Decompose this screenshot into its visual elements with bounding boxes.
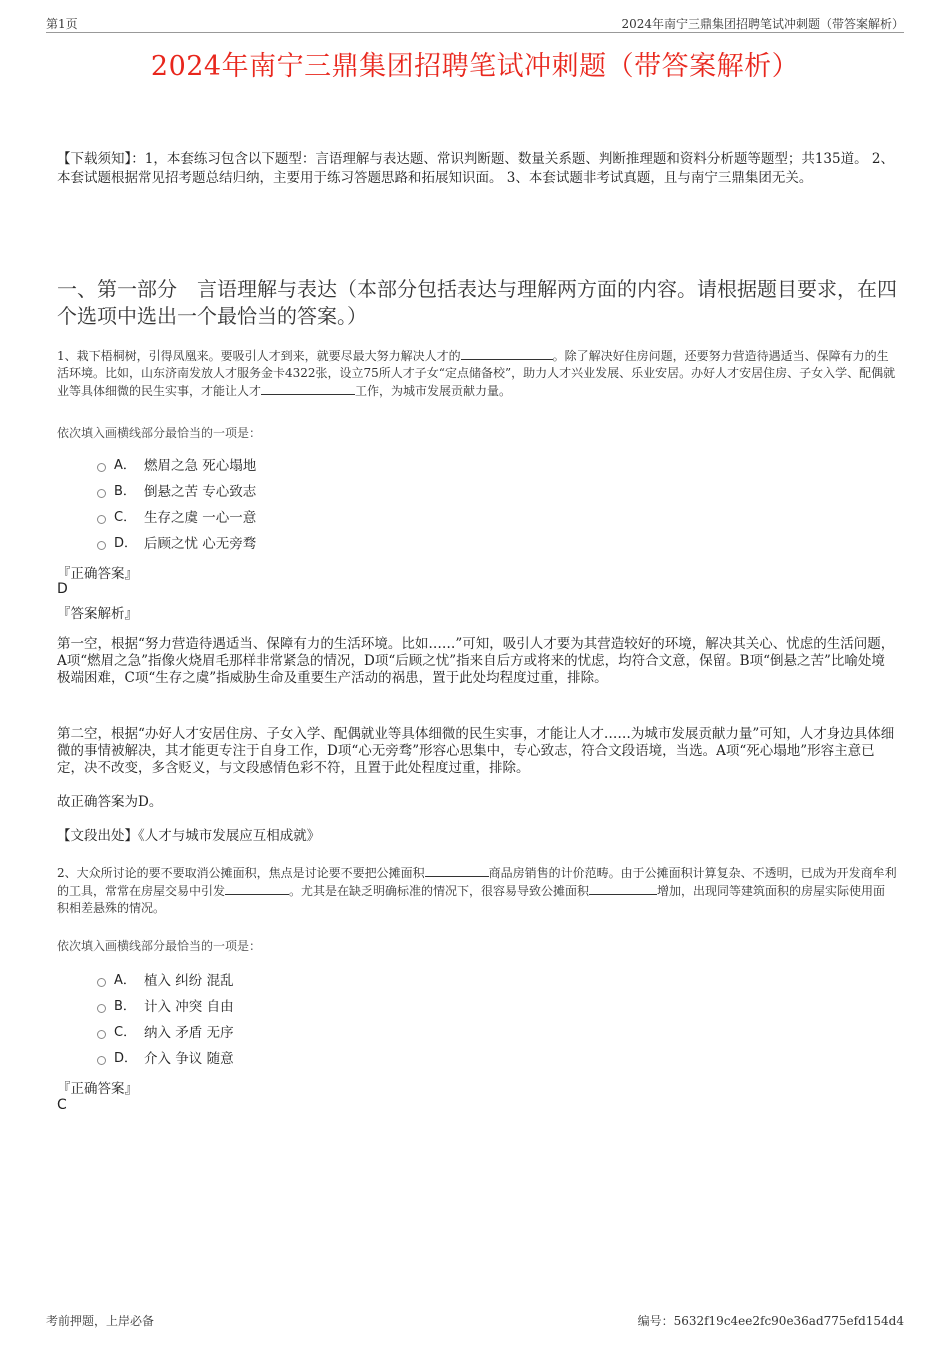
- option-c[interactable]: C． 生存之虞 一心一意: [97, 505, 256, 531]
- option-a[interactable]: A． 植入 纠纷 混乱: [97, 968, 234, 994]
- analysis-label: 『答案解析』: [57, 606, 138, 622]
- section-title: 一、第一部分 言语理解与表达（本部分包括表达与理解两方面的内容。请根据题目要求，在四个选项中选出一个最恰当的答案。）: [57, 277, 897, 328]
- correct-answer: C: [57, 1097, 67, 1113]
- analysis-conclusion: 故正确答案为D。: [57, 794, 163, 810]
- document-title: 2024年南宁三鼎集团招聘笔试冲刺题（带答案解析）: [150, 51, 800, 82]
- radio-icon[interactable]: [97, 1030, 106, 1039]
- question-2-options: [97, 968, 234, 1072]
- correct-answer-label: 『正确答案』: [57, 1081, 138, 1097]
- option-c[interactable]: C． 纳入 矛盾 无序: [97, 1020, 234, 1046]
- fill-blank: [425, 864, 489, 877]
- radio-icon[interactable]: [97, 978, 106, 987]
- question-2-prompt: 依次填入画横线部分最恰当的一项是：: [57, 939, 262, 953]
- option-d[interactable]: D． 介入 争议 随意: [97, 1046, 234, 1072]
- download-notice: 【下载须知】：1，本套练习包含以下题型：言语理解与表达题、常识判断题、数量关系题、判断推理题和资料分析题等题型；共135道。 2、本套试题根据常见招考题总结归纳，主要用于练习答题思路和拓展知识面。 3、本套试题非考试真题，且与南宁三鼎集团无关。: [57, 151, 894, 186]
- question-1-stem: 1、栽下梧桐树，引得凤凰来。要吸引人才到来，就要尽最大努力解决人才的 。除了解决好住房问题，还要努力营造待遇适当、保障有力的生活环境。比如，山东济南发放人才服务金卡4322张，设立75所人才子女“定点储备校”，助力人才兴业发展、乐业安居。办好人才安居住房、子女入学、配偶就业等具体细微的民生实事，才能让人才 工作，为城市发展贡献力量。: [57, 349, 896, 398]
- radio-icon[interactable]: [97, 1004, 106, 1013]
- page-number: 第1页: [46, 17, 78, 31]
- passage-source: 【文段出处】《人才与城市发展应互相成就》: [57, 828, 321, 844]
- radio-icon[interactable]: [97, 541, 106, 550]
- page-header: [46, 14, 904, 33]
- question-2-stem: 2、大众所讨论的要不要取消公摊面积，焦点是讨论要不要把公摊面积 商品房销售的计价范畴。由于公摊面积计算复杂、不透明，已成为开发商牟利的工具，常常在房屋交易中引发 。尤其是在缺乏明确标准的情况下，很容易导致公摊面积 增加，出现同等建筑面积的房屋实际使用面积相差悬殊的情况。: [57, 866, 897, 915]
- option-b[interactable]: B． 倒悬之苦 专心致志: [97, 479, 256, 505]
- option-d[interactable]: D． 后顾之忧 心无旁骛: [97, 531, 256, 557]
- fill-blank: [461, 347, 553, 360]
- radio-icon[interactable]: [97, 463, 106, 472]
- correct-answer: D: [57, 581, 68, 597]
- analysis-paragraph-1: 第一空，根据“努力营造待遇适当、保障有力的生活环境。比如……”可知，吸引人才要为其营造较好的环境，解决其关心、忧虑的生活问题，A项“燃眉之急”指像火烧眉毛那样非常紧急的情况，D项“后顾之忧”指来自后方或将来的忧虑，均符合文意，保留。B项“倒悬之苦”比喻处境极端困难，C项“生存之虞”指威胁生命及重要生产活动的祸患，置于此处均程度过重，排除。: [57, 636, 895, 686]
- header-doc-title: 2024年南宁三鼎集团招聘笔试冲刺题（带答案解析）: [621, 17, 904, 31]
- option-a[interactable]: A． 燃眉之急 死心塌地: [97, 453, 256, 479]
- footer-slogan: 考前押题，上岸必备: [46, 1314, 155, 1328]
- option-b[interactable]: B． 计入 冲突 自由: [97, 994, 234, 1020]
- analysis-paragraph-2: 第二空，根据“办好人才安居住房、子女入学、配偶就业等具体细微的民生实事，才能让人才……为城市发展贡献力量”可知，人才身边具体细微的事情被解决，其才能更专注于自身工作，D项“心无旁骛”形容心思集中，专心致志，符合文段语境，当选。A项“死心塌地”形容主意已定，决不改变，多含贬义，与文段感情色彩不符，且置于此处程度过重，排除。: [57, 726, 895, 776]
- question-1-prompt: 依次填入画横线部分最恰当的一项是：: [57, 426, 262, 440]
- radio-icon[interactable]: [97, 489, 106, 498]
- footer-serial: 编号：5632f19c4ee2fc90e36ad775efd154d4: [637, 1314, 904, 1328]
- question-1-options: [97, 453, 256, 557]
- correct-answer-label: 『正确答案』: [57, 566, 138, 582]
- fill-blank: [261, 382, 355, 395]
- radio-icon[interactable]: [97, 1056, 106, 1065]
- fill-blank: [589, 882, 657, 895]
- radio-icon[interactable]: [97, 515, 106, 524]
- fill-blank: [225, 882, 289, 895]
